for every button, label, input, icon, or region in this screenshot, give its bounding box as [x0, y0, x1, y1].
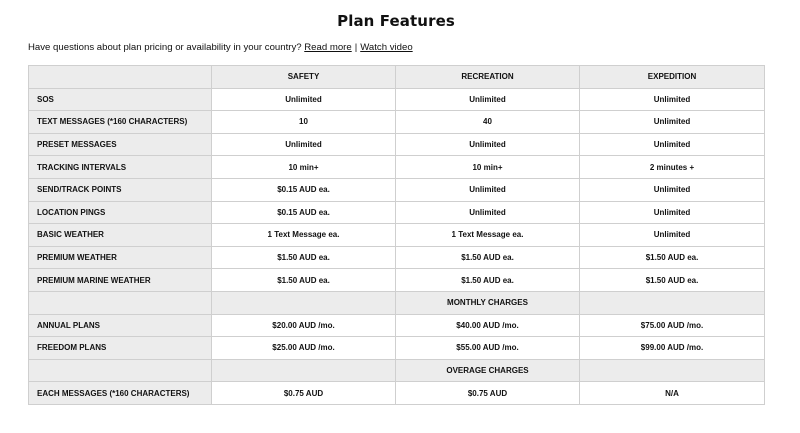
section-empty-cell: [212, 359, 396, 382]
table-row: [29, 178, 765, 201]
expedition-value: 2 minutes +: [580, 156, 765, 179]
recreation-value: $1.50 AUD ea.: [396, 246, 580, 269]
safety-value: Unlimited: [212, 133, 396, 156]
expedition-value: $1.50 AUD ea.: [580, 269, 765, 292]
section-title: MONTHLY CHARGES: [396, 291, 580, 314]
expedition-value: Unlimited: [580, 201, 765, 224]
table-header-row: [29, 66, 765, 89]
read-more-link[interactable]: Read more: [304, 42, 352, 53]
expedition-value: Unlimited: [580, 178, 765, 201]
row-label: TRACKING INTERVALS: [29, 156, 212, 179]
intro-line: [28, 42, 413, 53]
recreation-value: Unlimited: [396, 178, 580, 201]
safety-value: 10 min+: [212, 156, 396, 179]
safety-value: 10: [212, 111, 396, 134]
recreation-value: $0.75 AUD: [396, 382, 580, 405]
intro-text: Have questions about plan pricing or availability in your country?: [28, 42, 302, 53]
row-label: EACH MESSAGES (*160 CHARACTERS): [29, 382, 212, 405]
header-recreation: RECREATION: [396, 66, 580, 89]
section-title: OVERAGE CHARGES: [396, 359, 580, 382]
table-row: [29, 156, 765, 179]
recreation-value: Unlimited: [396, 88, 580, 111]
page-title: Plan Features: [337, 12, 455, 30]
recreation-value: 10 min+: [396, 156, 580, 179]
table-row: [29, 337, 765, 360]
expedition-value: N/A: [580, 382, 765, 405]
expedition-value: $99.00 AUD /mo.: [580, 337, 765, 360]
safety-value: $1.50 AUD ea.: [212, 246, 396, 269]
row-label: SOS: [29, 88, 212, 111]
safety-value: $25.00 AUD /mo.: [212, 337, 396, 360]
safety-value: Unlimited: [212, 88, 396, 111]
row-label: BASIC WEATHER: [29, 224, 212, 247]
expedition-value: $1.50 AUD ea.: [580, 246, 765, 269]
table-row: [29, 111, 765, 134]
recreation-value: $1.50 AUD ea.: [396, 269, 580, 292]
section-row-monthly-charges: [29, 291, 765, 314]
recreation-value: Unlimited: [396, 201, 580, 224]
table-row: [29, 246, 765, 269]
table-row: [29, 133, 765, 156]
recreation-value: $40.00 AUD /mo.: [396, 314, 580, 337]
table-row: [29, 224, 765, 247]
link-separator: |: [354, 42, 358, 53]
safety-value: $0.75 AUD: [212, 382, 396, 405]
section-empty-cell: [212, 291, 396, 314]
section-empty-cell: [29, 291, 212, 314]
safety-value: $0.15 AUD ea.: [212, 178, 396, 201]
table-row: [29, 382, 765, 405]
row-label: FREEDOM PLANS: [29, 337, 212, 360]
section-empty-cell: [29, 359, 212, 382]
table-row: [29, 269, 765, 292]
watch-video-link[interactable]: Watch video: [360, 42, 413, 53]
expedition-value: Unlimited: [580, 111, 765, 134]
section-empty-cell: [580, 291, 765, 314]
expedition-value: Unlimited: [580, 133, 765, 156]
expedition-value: $75.00 AUD /mo.: [580, 314, 765, 337]
recreation-value: Unlimited: [396, 133, 580, 156]
safety-value: 1 Text Message ea.: [212, 224, 396, 247]
recreation-value: 1 Text Message ea.: [396, 224, 580, 247]
row-label: PREMIUM WEATHER: [29, 246, 212, 269]
safety-value: $1.50 AUD ea.: [212, 269, 396, 292]
expedition-value: Unlimited: [580, 88, 765, 111]
section-row-overage-charges: [29, 359, 765, 382]
row-label: ANNUAL PLANS: [29, 314, 212, 337]
safety-value: $20.00 AUD /mo.: [212, 314, 396, 337]
plan-features-table: [28, 65, 765, 405]
safety-value: $0.15 AUD ea.: [212, 201, 396, 224]
header-empty-cell: [29, 66, 212, 89]
recreation-value: 40: [396, 111, 580, 134]
row-label: TEXT MESSAGES (*160 CHARACTERS): [29, 111, 212, 134]
table-row: [29, 314, 765, 337]
header-safety: SAFETY: [212, 66, 396, 89]
row-label: SEND/TRACK POINTS: [29, 178, 212, 201]
row-label: LOCATION PINGS: [29, 201, 212, 224]
recreation-value: $55.00 AUD /mo.: [396, 337, 580, 360]
header-expedition: EXPEDITION: [580, 66, 765, 89]
expedition-value: Unlimited: [580, 224, 765, 247]
row-label: PREMIUM MARINE WEATHER: [29, 269, 212, 292]
row-label: PRESET MESSAGES: [29, 133, 212, 156]
table-row: [29, 88, 765, 111]
table-row: [29, 201, 765, 224]
section-empty-cell: [580, 359, 765, 382]
